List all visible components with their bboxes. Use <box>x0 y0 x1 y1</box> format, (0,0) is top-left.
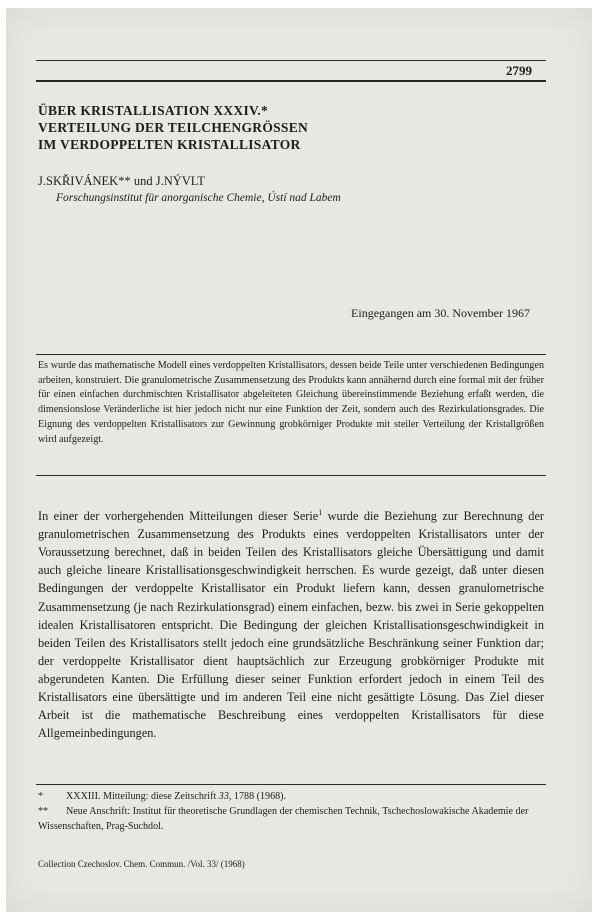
abstract: Es wurde das mathematische Modell eines verdoppelten Kristallisators, dessen beide Teile unter verschiedenen Bedingungen arbeiten, konstruiert. Die granulometrische Zusammensetzung des Produkts kann annähernd durch eine formal mit der früher für einen einfachen durchmischten Kristallisator abgeleiteten Gleichung übereinstimmende Beziehung erfaßt werden, die dimensionslose Veränderliche ist hier jedoch nicht nur eine Funktion der Zeit, sondern auch des Rezirkulationsgrades. Die Eignung des verdoppelten Kristallisators zur Gewinnung grobkörniger Produkte mit steiler Verteilung der Kristallgrößen wird aufgezeigt. <box>38 360 544 445</box>
footnote-1-mark: * <box>38 791 44 802</box>
body-text-rest: wurde die Beziehung zur Berechnung der granulometrischen Zusammensetzung des Produkts eines verdoppelten Kristallisators unter der Voraussetzung berechnet, daß in beiden Teilen des Kristallisators gleiche Übersättigung und damit auch gleiche lineare Kristallisationsgeschwindigkeit herrschen. Es wurde gezeigt, daß unter diesen Bedingungen der verdoppelte Kristallisator ein Produkt liefern kann, dessen granulometrische Zusammensetzung (je nach Rezirkulationsgrad) einem einfachen, bezw. bis zwei in Serie gekoppelten idealen Kristallisatoren entspricht. Die Bedingung der gleichen Kristallisationsgeschwindigkeit in beiden Teilen des Kristallisators stellt jedoch eine grundsätzliche Beschränkung seiner Funktion dar; der verdoppelte Kristallisator dient hauptsächlich zur Erzeugung grobkörniger Produkte mit abgerundeten Kanten. Die Erfüllung dieser seiner Funktion erfordert jedoch in einem Teil des Kristallisators eine übersättigte und im anderen Teil eine nicht gesättigte Lösung. Das Ziel dieser Arbeit ist die mathematische Beschreibung eines verdoppelten Kristallisators für diese Allgemeinbedingungen. <box>38 509 544 741</box>
footnote-2-mark: ** <box>38 806 49 817</box>
page-number: 2799 <box>506 63 532 78</box>
received-date: Eingegangen am 30. November 1967 <box>351 306 530 320</box>
title-line-3: IM VERDOPPELTEN KRISTALLISATOR <box>38 137 301 152</box>
authors: J.SKŘIVÁNEK** und J.NÝVLT <box>38 174 205 188</box>
abstract-rule-bottom <box>36 475 546 476</box>
footnote-1-text: XXXIII. Mitteilung: diese Zeitschrift <box>66 791 219 802</box>
institution: Forschungsinstitut für anorganische Chemie, Ústí nad Labem <box>56 192 341 204</box>
header-rule-bottom <box>36 80 546 82</box>
journal-page <box>6 8 592 912</box>
header-rule-top <box>36 60 546 61</box>
abstract-rule-top <box>36 354 546 355</box>
footnote-1-volume: 33 <box>218 791 229 802</box>
title-line-1: ÜBER KRISTALLISATION XXXIV.* <box>38 103 269 118</box>
footnote-1 <box>38 789 544 804</box>
journal-citation: Collection Czechoslov. Chem. Commun. /Vol. 33/ (1968) <box>38 859 245 869</box>
footnote-2 <box>38 804 544 834</box>
title-line-2: VERTEILUNG DER TEILCHENGRÖSSEN <box>38 120 309 135</box>
body-paragraph <box>38 504 544 742</box>
footnote-1-rest: , 1788 (1968). <box>228 791 287 802</box>
reference-marker[interactable]: 1 <box>318 508 323 517</box>
body-text-start: In einer der vorhergehenden Mitteilungen dieser Serie <box>38 509 319 524</box>
article-title <box>38 102 308 153</box>
footnote-2-text: Neue Anschrift: Institut für theoretische Grundlagen der chemischen Technik, Tschechoslowakische Akademie der Wissenschaften, Prag-Suchdol. <box>38 806 529 832</box>
footnote-rule <box>36 784 546 785</box>
